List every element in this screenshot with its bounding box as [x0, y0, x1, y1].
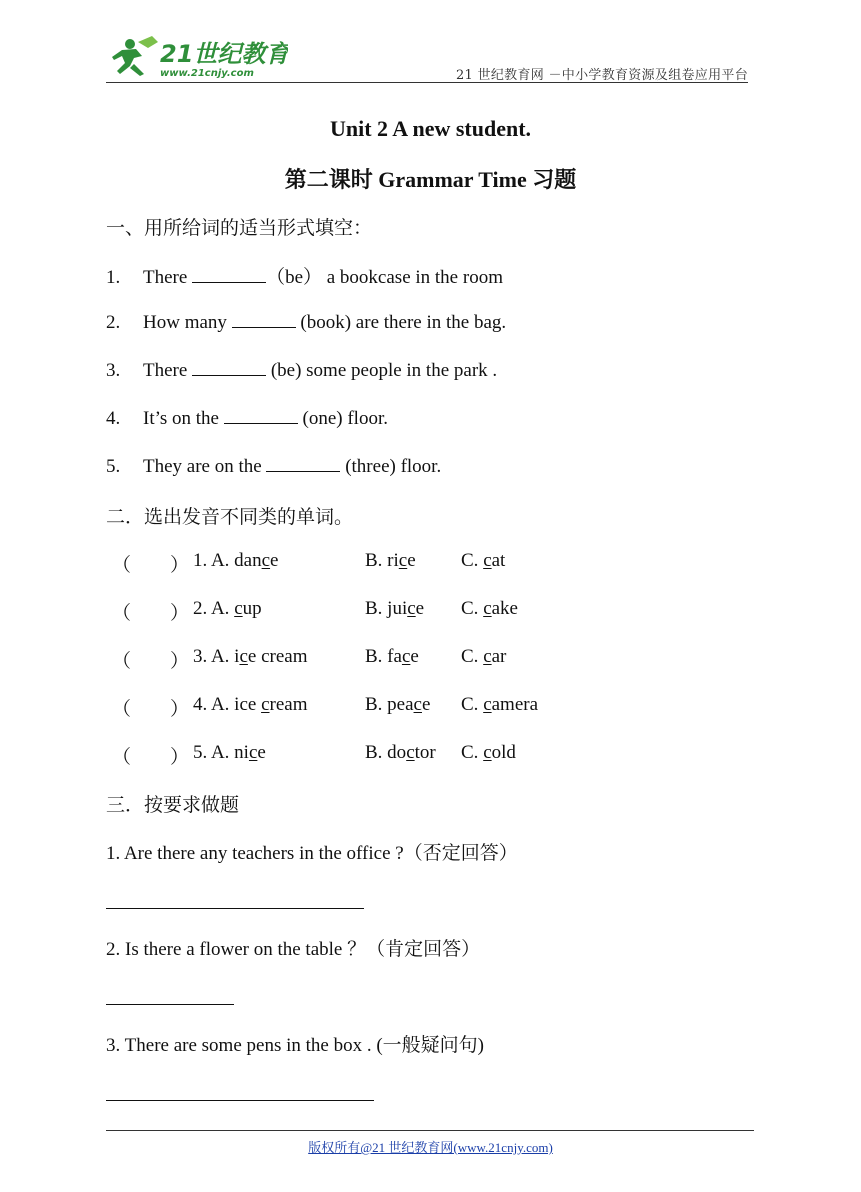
option-c: C. camera: [461, 694, 539, 715]
answer-blank[interactable]: [192, 265, 266, 283]
option-c: C. cake: [461, 598, 518, 619]
option-a: 1. A. dance: [193, 550, 279, 571]
site-logo[interactable]: [108, 34, 288, 82]
answer-paren-close: ）: [170, 603, 190, 624]
answer-paren-close: ）: [170, 699, 190, 720]
item-text-before: It’s on the: [143, 408, 224, 429]
option-c: C. cold: [461, 742, 516, 763]
header-divider: [106, 82, 748, 83]
item-text-before: They are on the: [143, 456, 267, 477]
answer-paren-close: ）: [170, 651, 190, 672]
answer-blank[interactable]: [224, 406, 298, 424]
answer-line[interactable]: [106, 1100, 374, 1101]
fill-item-3: [106, 358, 497, 382]
answer-line[interactable]: [106, 1004, 234, 1005]
item-text-after: (three) floor.: [340, 456, 442, 477]
choice-item-3: [106, 646, 706, 672]
item-text-after: (one) floor.: [297, 408, 388, 429]
item-number: 2.: [106, 312, 121, 333]
option-a: 4. A. ice cream: [193, 694, 308, 715]
choice-item-2: [106, 598, 706, 624]
svg-text:www.21cnjy.com: www.21cnjy.com: [160, 68, 254, 79]
page-title: Unit 2 A new student.: [329, 116, 532, 141]
option-b: B. peace: [365, 694, 431, 715]
option-a: 2. A. cup: [193, 598, 262, 619]
svg-text:21世纪教育: 21世纪教育: [160, 40, 288, 68]
item-number: 3.: [106, 360, 121, 381]
option-b: B. rice: [365, 550, 416, 571]
footer-copyright-link[interactable]: 版权所有@21 世纪教育网(www.21cnjy.com): [308, 1140, 553, 1155]
runner-logo-icon: [108, 34, 288, 82]
option-b: B. juice: [365, 598, 425, 619]
option-a: 5. A. nice: [193, 742, 266, 763]
choice-item-4: [106, 694, 706, 720]
answer-blank[interactable]: [232, 310, 296, 328]
answer-paren-close: ）: [170, 555, 190, 576]
item-text-after: (book) are there in the bag.: [295, 312, 507, 333]
choice-item-1: [106, 550, 706, 576]
answer-blank[interactable]: [192, 358, 266, 376]
answer-blank[interactable]: [266, 454, 340, 472]
item-text-after: （be） a bookcase in the room: [266, 267, 503, 288]
answer-paren-open[interactable]: （: [112, 699, 132, 720]
option-c: C. car: [461, 646, 507, 667]
answer-paren-open[interactable]: （: [112, 651, 132, 672]
answer-paren-open[interactable]: （: [112, 555, 132, 576]
item-number: 4.: [106, 408, 121, 429]
option-b: B. doctor: [365, 742, 436, 763]
task-item-3: 3. There are some pens in the box . (一般疑问句): [106, 1035, 484, 1056]
task-item-1: 1. Are there any teachers in the office ?（否定回答）: [106, 843, 518, 864]
fill-item-5: [106, 454, 441, 478]
answer-paren-open[interactable]: （: [112, 747, 132, 768]
option-b: B. face: [365, 646, 419, 667]
header-site-tagline: 21 世纪教育网 －中小学教育资源及组卷应用平台: [455, 68, 748, 83]
section1-heading: 一、用所给词的适当形式填空：: [106, 217, 373, 239]
choice-item-5: [106, 742, 706, 768]
section3-heading: 三．按要求做题: [106, 794, 240, 816]
option-c: C. cat: [461, 550, 506, 571]
item-text-before: There: [143, 360, 193, 381]
item-text-before: There: [143, 267, 193, 288]
task-item-2: 2. Is there a flower on the table ？（肯定回答）: [106, 939, 481, 960]
item-text-before: How many: [143, 312, 232, 333]
footer-divider: [106, 1130, 754, 1131]
fill-item-4: [106, 406, 388, 430]
answer-paren-close: ）: [170, 747, 190, 768]
option-a: 3. A. ice cream: [193, 646, 308, 667]
answer-line[interactable]: [106, 908, 364, 909]
answer-paren-open[interactable]: （: [112, 603, 132, 624]
fill-item-2: [106, 310, 506, 334]
section2-heading: 二．选出发音不同类的单词。: [106, 506, 354, 528]
item-number: 5.: [106, 456, 121, 477]
page-subtitle: 第二课时 Grammar Time 习题: [284, 167, 577, 192]
item-number: 1.: [106, 267, 121, 288]
item-text-after: (be) some people in the park .: [266, 360, 498, 381]
fill-item-1: [106, 262, 503, 289]
